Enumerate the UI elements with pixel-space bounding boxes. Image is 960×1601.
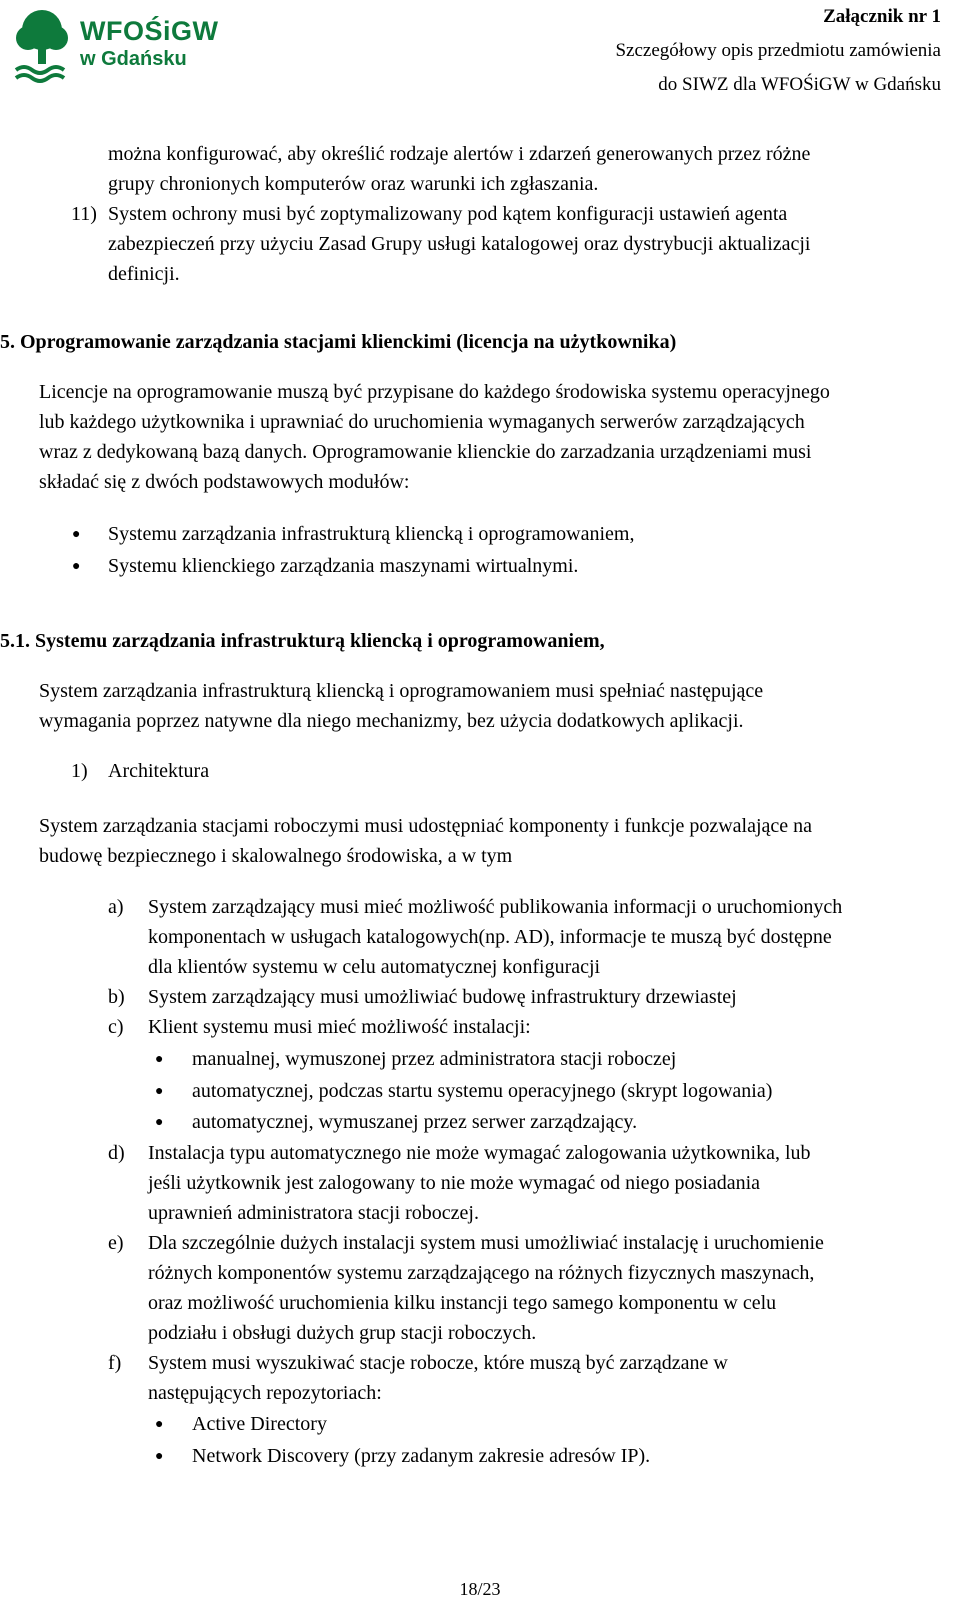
text-line: wraz z dedykowaną bazą danych. Oprogramowanie klienckie do zarzadzania urządzeniami musi: [39, 441, 812, 463]
text-line: lub każdego użytkownika i uprawniać do uruchomienia wymaganych serwerów zarządzających: [39, 411, 805, 433]
page-number: 18/23: [459, 1579, 501, 1599]
bullet-icon: ●: [72, 527, 81, 542]
text-line: jeśli użytkownik jest zalogowany to nie może wymagać od niego posiadania: [148, 1172, 761, 1194]
text-line: System zarządzania stacjami roboczymi musi udostępniać komponenty i funkcje pozwalające na: [39, 815, 813, 837]
text-line: komponentach w usługach katalogowych(np. AD), informacje te muszą być dostępne: [148, 926, 832, 948]
bullet-icon: ●: [155, 1084, 164, 1099]
section-5-paragraph: [39, 377, 939, 497]
item-f: [148, 1348, 728, 1408]
item-d: [148, 1138, 811, 1228]
text-line: podziału i obsługi dużych grup stacji roboczych.: [148, 1322, 537, 1344]
item-c: Klient systemu musi mieć możliwość instalacji:: [148, 1016, 531, 1038]
text-line: System zarządzający musi mieć możliwość publikowania informacji o uruchomionych: [148, 896, 843, 918]
text-line: Instalacja typu automatycznego nie może wymagać zalogowania użytkownika, lub: [148, 1142, 811, 1164]
bullet-icon: ●: [72, 559, 81, 574]
item-b-label: b): [108, 986, 125, 1008]
text-line: grupy chronionych komputerów oraz warunki ich zgłaszania.: [108, 173, 599, 195]
tree-logo-icon: [8, 6, 78, 88]
item-d-label: d): [108, 1142, 125, 1164]
text-line: System ochrony musi być zoptymalizowany pod kątem konfiguracji ustawień agenta: [108, 203, 788, 225]
text-line: uprawnień administratora stacji roboczej.: [148, 1202, 479, 1224]
section-5-1-paragraph: [39, 676, 939, 736]
list-item: Systemu klienckiego zarządzania maszynami wirtualnymi.: [108, 555, 579, 577]
text-line: składać się z dwóch podstawowych modułów:: [39, 471, 410, 493]
text-line: następujących repozytoriach:: [148, 1382, 382, 1404]
item-b: System zarządzający musi umożliwiać budowę infrastruktury drzewiastej: [148, 986, 737, 1008]
text-line: System musi wyszukiwać stacje robocze, które muszą być zarządzane w: [148, 1352, 728, 1374]
section-5-heading: 5. Oprogramowanie zarządzania stacjami klienckimi (licencja na użytkownika): [0, 331, 677, 353]
document-header: [615, 0, 941, 102]
item-a-label: a): [108, 896, 124, 918]
section-5-1-heading: 5.1. Systemu zarządzania infrastrukturą kliencką i oprogramowaniem,: [0, 630, 605, 652]
list-item: Network Discovery (przy zadanym zakresie adresów IP).: [192, 1445, 651, 1467]
bullet-icon: ●: [155, 1417, 164, 1432]
architecture-paragraph: [39, 811, 939, 871]
item-e-label: e): [108, 1232, 124, 1254]
text-line: wymagania poprzez natywne dla niego mechanizmy, bez użycia dodatkowych aplikacji.: [39, 710, 744, 732]
item-a: [148, 892, 842, 982]
text-line: oraz możliwość uruchomienia kilku instancji tego samego komponentu w celu: [148, 1292, 777, 1314]
item-1-label: Architektura: [108, 760, 210, 782]
text-line: można konfigurować, aby określić rodzaje alertów i zdarzeń generowanych przez różne: [108, 143, 811, 165]
list-item: Systemu zarządzania infrastrukturą kliencką i oprogramowaniem,: [108, 523, 635, 545]
item-11: [108, 199, 811, 289]
logo-subtitle: w Gdańsku: [80, 48, 187, 70]
list-item: automatycznej, podczas startu systemu operacyjnego (skrypt logowania): [192, 1080, 773, 1102]
text-line: Licencje na oprogramowanie muszą być przypisane do każdego środowiska systemu operacyjnego: [39, 381, 830, 403]
text-line: zabezpieczeń przy użyciu Zasad Grupy usługi katalogowej oraz dystrybucji aktualizacji: [108, 233, 811, 255]
list-item: automatycznej, wymuszanej przez serwer zarządzający.: [192, 1111, 638, 1133]
item-f-label: f): [108, 1352, 122, 1374]
item-1-number: 1): [71, 760, 88, 782]
list-item: manualnej, wymuszonej przez administratora stacji roboczej: [192, 1048, 677, 1070]
bullet-icon: ●: [155, 1449, 164, 1464]
item-11-number: 11): [71, 203, 97, 225]
text-line: Dla szczególnie dużych instalacji system musi umożliwiać instalację i uruchomienie: [148, 1232, 824, 1254]
annex-title: Załącznik nr 1: [823, 6, 941, 27]
intro-continuation: [108, 139, 810, 199]
item-e: [148, 1228, 824, 1348]
item-c-label: c): [108, 1016, 124, 1038]
bullet-icon: ●: [155, 1052, 164, 1067]
text-line: dla klientów systemu w celu automatycznej konfiguracji: [148, 956, 601, 978]
logo-wordmark: WFOŚiGW: [80, 16, 219, 46]
wfosigw-logo: [8, 6, 238, 88]
annex-reference: do SIWZ dla WFOŚiGW w Gdańsku: [658, 74, 941, 95]
list-item: Active Directory: [192, 1413, 327, 1435]
bullet-icon: ●: [155, 1115, 164, 1130]
text-line: System zarządzania infrastrukturą kliencką i oprogramowaniem musi spełniać następujące: [39, 680, 764, 702]
text-line: definicji.: [108, 263, 180, 285]
text-line: budowę bezpiecznego i skalowalnego środowiska, a w tym: [39, 845, 513, 867]
text-line: różnych komponentów systemu zarządzającego na różnych fizycznych maszynach,: [148, 1262, 815, 1284]
annex-subtitle: Szczegółowy opis przedmiotu zamówienia: [615, 40, 941, 61]
